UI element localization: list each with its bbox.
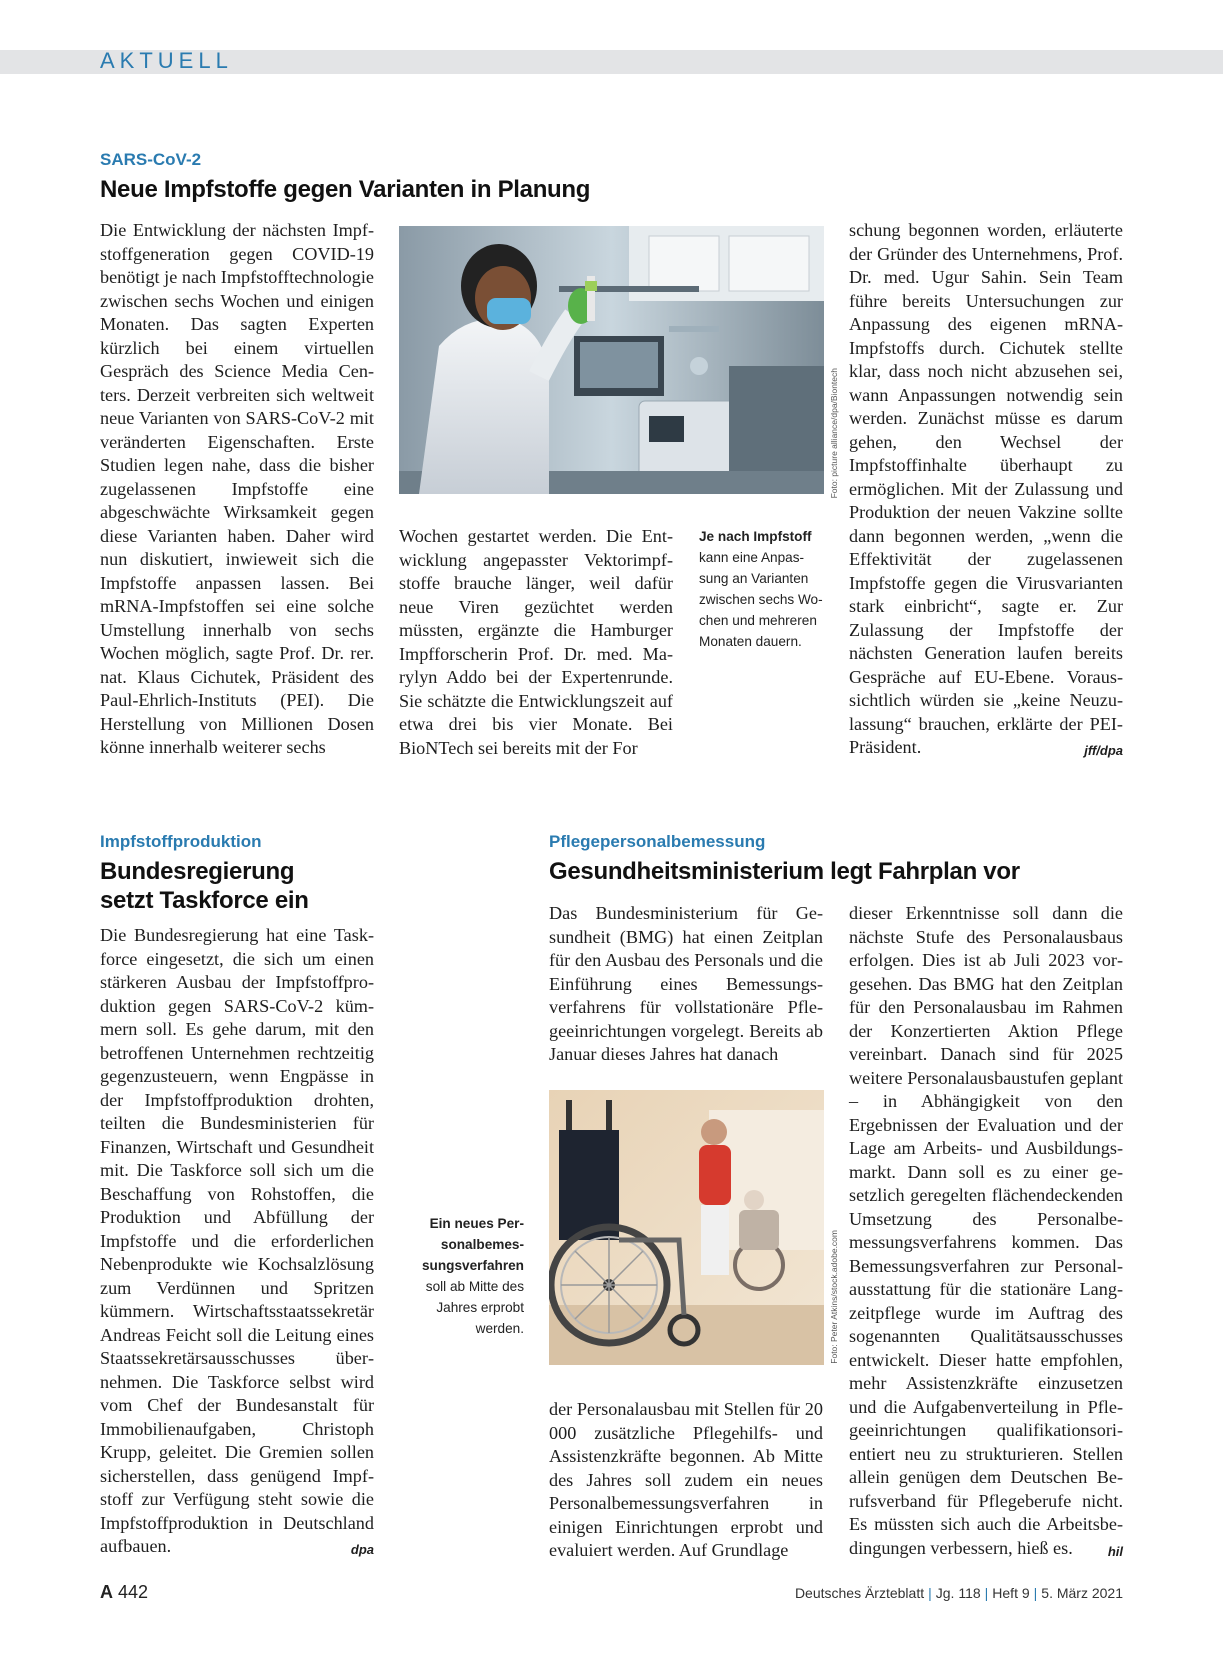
article3-signature: hil xyxy=(1107,1543,1123,1559)
journal-date: 5. März 2021 xyxy=(1041,1585,1123,1601)
article1-kicker: SARS-CoV-2 xyxy=(100,150,202,169)
article2-body-text: Die Bundesregierung hat eine Taskforce eingesetzt, die sich um einen stärkeren Ausbau der Impfstoffproduktion gegen SARS-CoV-2 kümmern soll. Es gehe darum, mit den betroffenen Unternehmen rechtzeitig gegenzusteuern, wenn Engpässe in der Impfstoffproduktion drohten, teilten die Bundesministerien für Finanzen, Wirtschaft und Gesundheit mit. Die Taskforce soll sich um die Beschaffung von Rohstoffen, die Produktion und Abfüllung der Impfstoffe und die erforderlichen Nebenprodukte wie Kochsalzlösung zum Verdünnen und Spritzen kümmern. Wirtschaftsstaatssekretär Andreas Feicht soll die Leitung eines Staatssekretärsausschusses übernehmen. Die Taskforce selbst wird vom Chef der Bundesanstalt für Immobilienaufgaben, Christoph Krupp, geleitet. Die Gremien sollen sicherstellen, dass genügend Impfstoff zur Verfügung steht sowie die Impfstoffproduktion in Deutschland aufbauen. xyxy=(100,925,374,1556)
lab-photo-credit: Foto: picture alliance/dpa/Biontech xyxy=(829,368,839,499)
page-number-prefix: A xyxy=(100,1582,113,1602)
article1-column-2: Wochen gestartet werden. Die Entwicklung angepasster Vektorimpfstoffe brauche länger, weil dafür neue Viren gezüchtet werden müssten, ergänzte die Hamburger Impfforscherin Prof. Dr. med. Marylyn Addo bei der Expertenrunde. Sie schätzte die Entwicklungszeit auf etwa drei bis vier Monate. Bei BioNTech sei bereits mit der For xyxy=(399,526,673,758)
article3-headline: Gesundheitsministerium legt Fahrplan vor xyxy=(549,858,1020,885)
separator: | xyxy=(984,1585,989,1601)
article3-caption-bold: Ein neues Personalbemessungsverfahren xyxy=(422,1216,524,1273)
article3-column-1-bottom: der Personalausbau mit Stellen für 20 000 zusätzliche Pflegehilfs- und Assistenzkräfte begonnen. Ab Mitte des Jahres soll zudem ein neues Personalbemessungsverfahren in einigen Einrichtungen erprobt und evaluiert werden. Auf Grundlage xyxy=(549,1399,823,1560)
article1-caption xyxy=(699,526,824,652)
lab-photo xyxy=(399,226,824,494)
journal-issue: Heft 9 xyxy=(992,1585,1030,1601)
article3-kicker: Pflegepersonalbemessung xyxy=(549,832,766,851)
article3-caption xyxy=(404,1213,524,1339)
separator: | xyxy=(1033,1585,1038,1601)
journal-volume: Jg. 118 xyxy=(935,1585,981,1601)
article2-signature: dpa xyxy=(350,1542,374,1557)
article1-column-3 xyxy=(849,219,1123,763)
article1-column-1: Die Entwicklung der nächsten Impfstoffgeneration gegen COVID-19 benötigt je nach Impfstofftechnologie zwischen sechs Wochen und einigen Monaten. Das sagten Experten kürzlich bei einem virtuellen Gespräch des Science Media Centers. Derzeit verbreiten sich weltweit neue Varianten von SARS-CoV-2 mit veränderten Eigenschaften. Erste Studien legen nahe, dass die bisher zugelassenen Impfstoffe eine abgeschwächte Wirksamkeit gegen diese Varianten haben. Daher wird nun diskutiert, inwieweit sich die Impfstoffe anpassen lassen. Bei mRNA-Impfstoffen sei eine solche Umstellung innerhalb von sechs Wochen möglich, sagte Prof. Dr. rer. nat. Klaus Cichutek, Präsident des Paul-Ehrlich-Instituts (PEI). Die Herstellung von Millionen Dosen könne innerhalb weiterer sechs xyxy=(100,220,374,757)
article2-body xyxy=(100,924,374,1562)
article2-headline-line2: setzt Taskforce ein xyxy=(100,887,309,914)
article2-kicker: Impfstoffproduktion xyxy=(100,832,262,851)
article1-column-3-text: schung begonnen worden, erläuterte der Gründer des Unternehmens, Prof. Dr. med. Ugur Sahin. Sein Team führe bereits Untersuchungen zur Anpassung des eigenen mRNA-Impfstoffs durch. Cichutek stellte klar, dass noch nicht abzusehen sei, wann Anpassungen notwendig sein werden. Zunächst müsse es darum gehen, den Wechsel der Impfstoffinhalte überhaupt zu ermöglichen. Mit der Zulassung und Produktion der neuen Vakzine sollte dann begonnen werden, „wenn die Effektivität der zugelassenen Impfstoffe gegen die Virusvarianten stark einbricht“, sagte er. Zur Zulassung der Impfstoffe der nächsten Generation laufen bereits Gespräche auf EU-Ebene. Voraussichtlich würden sie „keine Neuzulassung“ brauchen, erklärte der PEI-Präsident. xyxy=(849,220,1123,757)
separator: | xyxy=(928,1585,932,1601)
section-label: AKTUELL xyxy=(100,48,233,73)
article2-headline xyxy=(100,857,309,915)
journal-name: Deutsches Ärzteblatt xyxy=(794,1585,925,1601)
article1-signature: jff/dpa xyxy=(1084,743,1123,758)
wheelchair-photo xyxy=(549,1090,824,1365)
article3-column-1-top: Das Bundesministerium für Gesundheit (BMG) hat einen Zeitplan für den Ausbau des Personals und die Einführung eines Bemessungsverfahrens für vollstationäre Pflegeeinrichtungen vorgelegt. Bereits ab Januar dieses Jahres hat danach xyxy=(549,903,823,1064)
article3-caption-text: soll ab Mitte des Jahres erprobt werden. xyxy=(425,1279,524,1336)
article1-headline: Neue Impfstoffe gegen Varianten in Planung xyxy=(100,176,591,203)
wheelchair-photo-credit: Foto: Peter Atkins/stock.adobe.com xyxy=(829,1230,839,1364)
journal-info xyxy=(795,1585,1123,1601)
page-number-value: 442 xyxy=(118,1582,149,1602)
article1-caption-bold: Je nach Impfstoff xyxy=(699,529,812,544)
article2-headline-line1: Bundesregierung xyxy=(100,858,295,885)
page-number xyxy=(100,1582,148,1603)
article1-caption-text: kann eine Anpassung an Varianten zwischen sechs Wochen und mehreren Monaten dauern. xyxy=(699,550,823,649)
article3-column-2-text: dieser Erkenntnisse soll dann die nächste Stufe des Personalausbaus erfolgen. Dies ist ab Juli 2023 vorgesehen. Das BMG hat den Zeitplan für den Personalausbau im Rahmen der Konzertierten Aktion Pflege vereinbart. Danach sind für 2025 weitere Personalausbaustufen geplant – in Abhängigkeit von den Ergebnissen der Evaluation und der Lage am Arbeits- und Ausbildungsmarkt. Dann soll es zu einer gesetzlich geregelten flächendeckenden Umsetzung des Personalbemessungsverfahrens kommen. Das Bemessungsverfahren zur Personalausstattung für die stationäre Langzeitpflege wurde im Auftrag des sogenannten Qualitätsausschusses entwickelt. Dieser hatte empfohlen, mehr Assistenzkräfte einzusetzen und die Aufgabenverteilung in Pflegeeinrichtungen qualifikationsorientiert neu zu strukturieren. Stellen allein genügen dem Deutschen Berufsverband für Pflegeberufe nicht. Es müssten sich auch die Arbeitsbedingungen verbessern, hieß es. xyxy=(849,903,1123,1558)
article3-column-2 xyxy=(849,902,1123,1563)
